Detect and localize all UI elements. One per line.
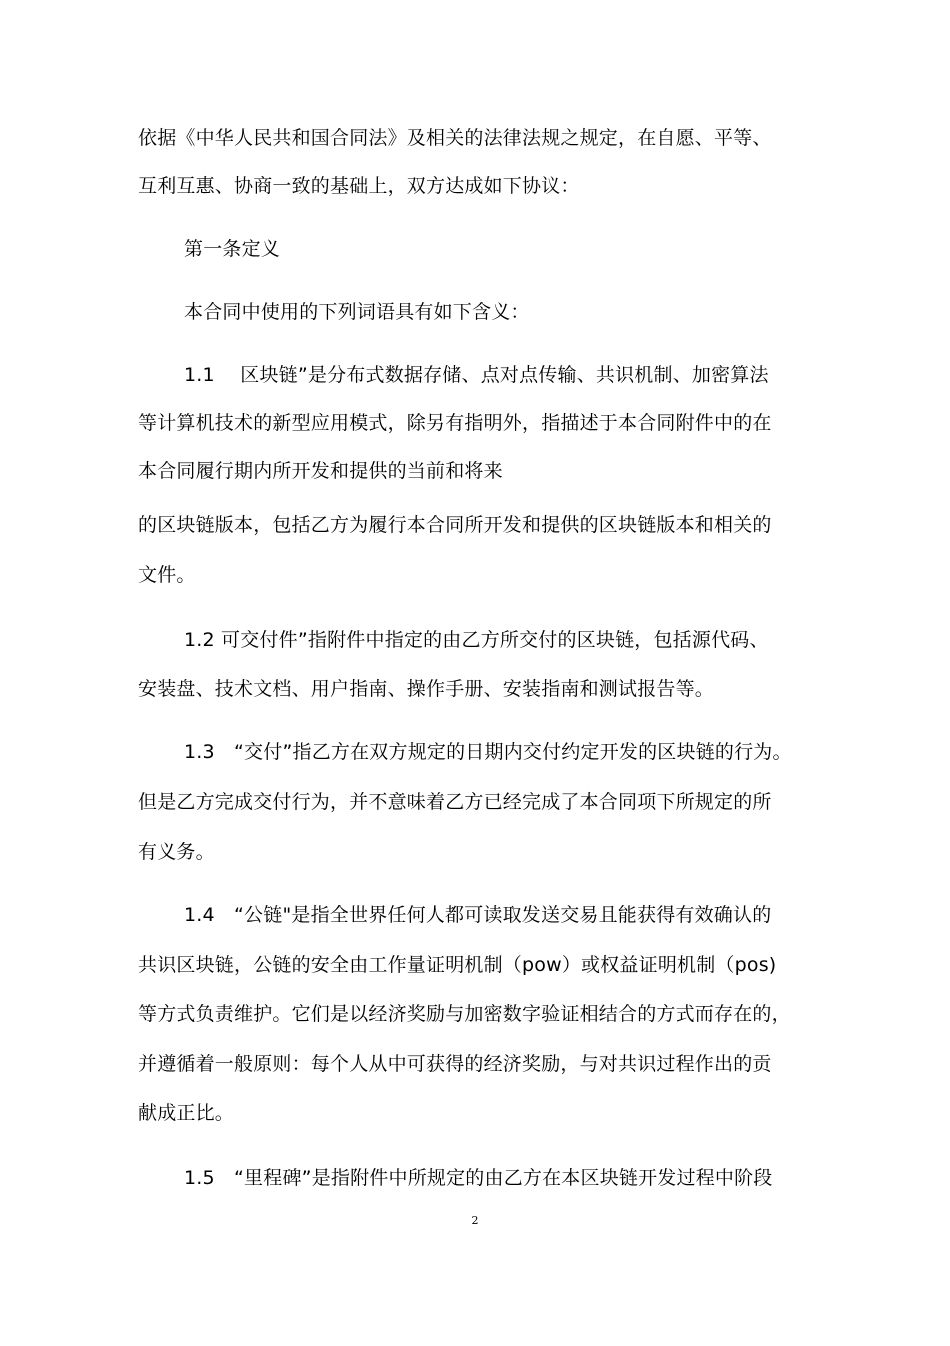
text-line: 本合同履行期内所开发和提供的当前和将来 (138, 460, 503, 482)
page-number: 2 (471, 1214, 479, 1227)
text-line: 但是乙方完成交付行为，并不意味着乙方已经完成了本合同项下所规定的所 (138, 791, 772, 813)
text-line: 1.2 可交付件”指附件中指定的由乙方所交付的区块链，包括源代码、 (184, 629, 769, 651)
text-line: 1.3 “交付”指乙方在双方规定的日期内交付约定开发的区块链的行为。 (184, 741, 792, 763)
text-line: 文件。 (138, 564, 196, 586)
text-line: 有义务。 (138, 841, 215, 863)
text-line: 本合同中使用的下列词语具有如下含义： (184, 301, 530, 323)
text-line: 并遵循着一般原则：每个人从中可获得的经济奖励，与对共识过程作出的贡 (138, 1053, 772, 1075)
text-line: 依据《中华人民共和国合同法》及相关的法律法规之规定，在自愿、平等、 (138, 127, 772, 149)
text-line: 共识区块链，公链的安全由工作量证明机制（pow）或权益证明机制（pos) (138, 954, 777, 976)
text-line: 1.4 “公链"是指全世界任何人都可读取发送交易且能获得有效确认的 (184, 904, 772, 926)
text-line: 互利互惠、协商一致的基础上，双方达成如下协议： (138, 175, 580, 197)
text-line: 等计算机技术的新型应用模式，除另有指明外，指描述于本合同附件中的在 (138, 412, 772, 434)
text-line: 等方式负责维护。它们是以经济奖励与加密数字验证相结合的方式而存在的， (138, 1003, 791, 1025)
section-heading: 第一条定义 (184, 238, 281, 260)
text-line: 1.1 区块链”是分布式数据存储、点对点传输、共识机制、加密算法 (184, 364, 769, 386)
text-line: 1.5 “里程碑”是指附件中所规定的由乙方在本区块链开发过程中阶段 (184, 1167, 773, 1189)
text-line: 献成正比。 (138, 1102, 235, 1124)
text-line: 的区块链版本，包括乙方为履行本合同所开发和提供的区块链版本和相关的 (138, 514, 772, 536)
text-line: 安装盘、技术文档、用户指南、操作手册、安装指南和测试报告等。 (138, 678, 715, 700)
